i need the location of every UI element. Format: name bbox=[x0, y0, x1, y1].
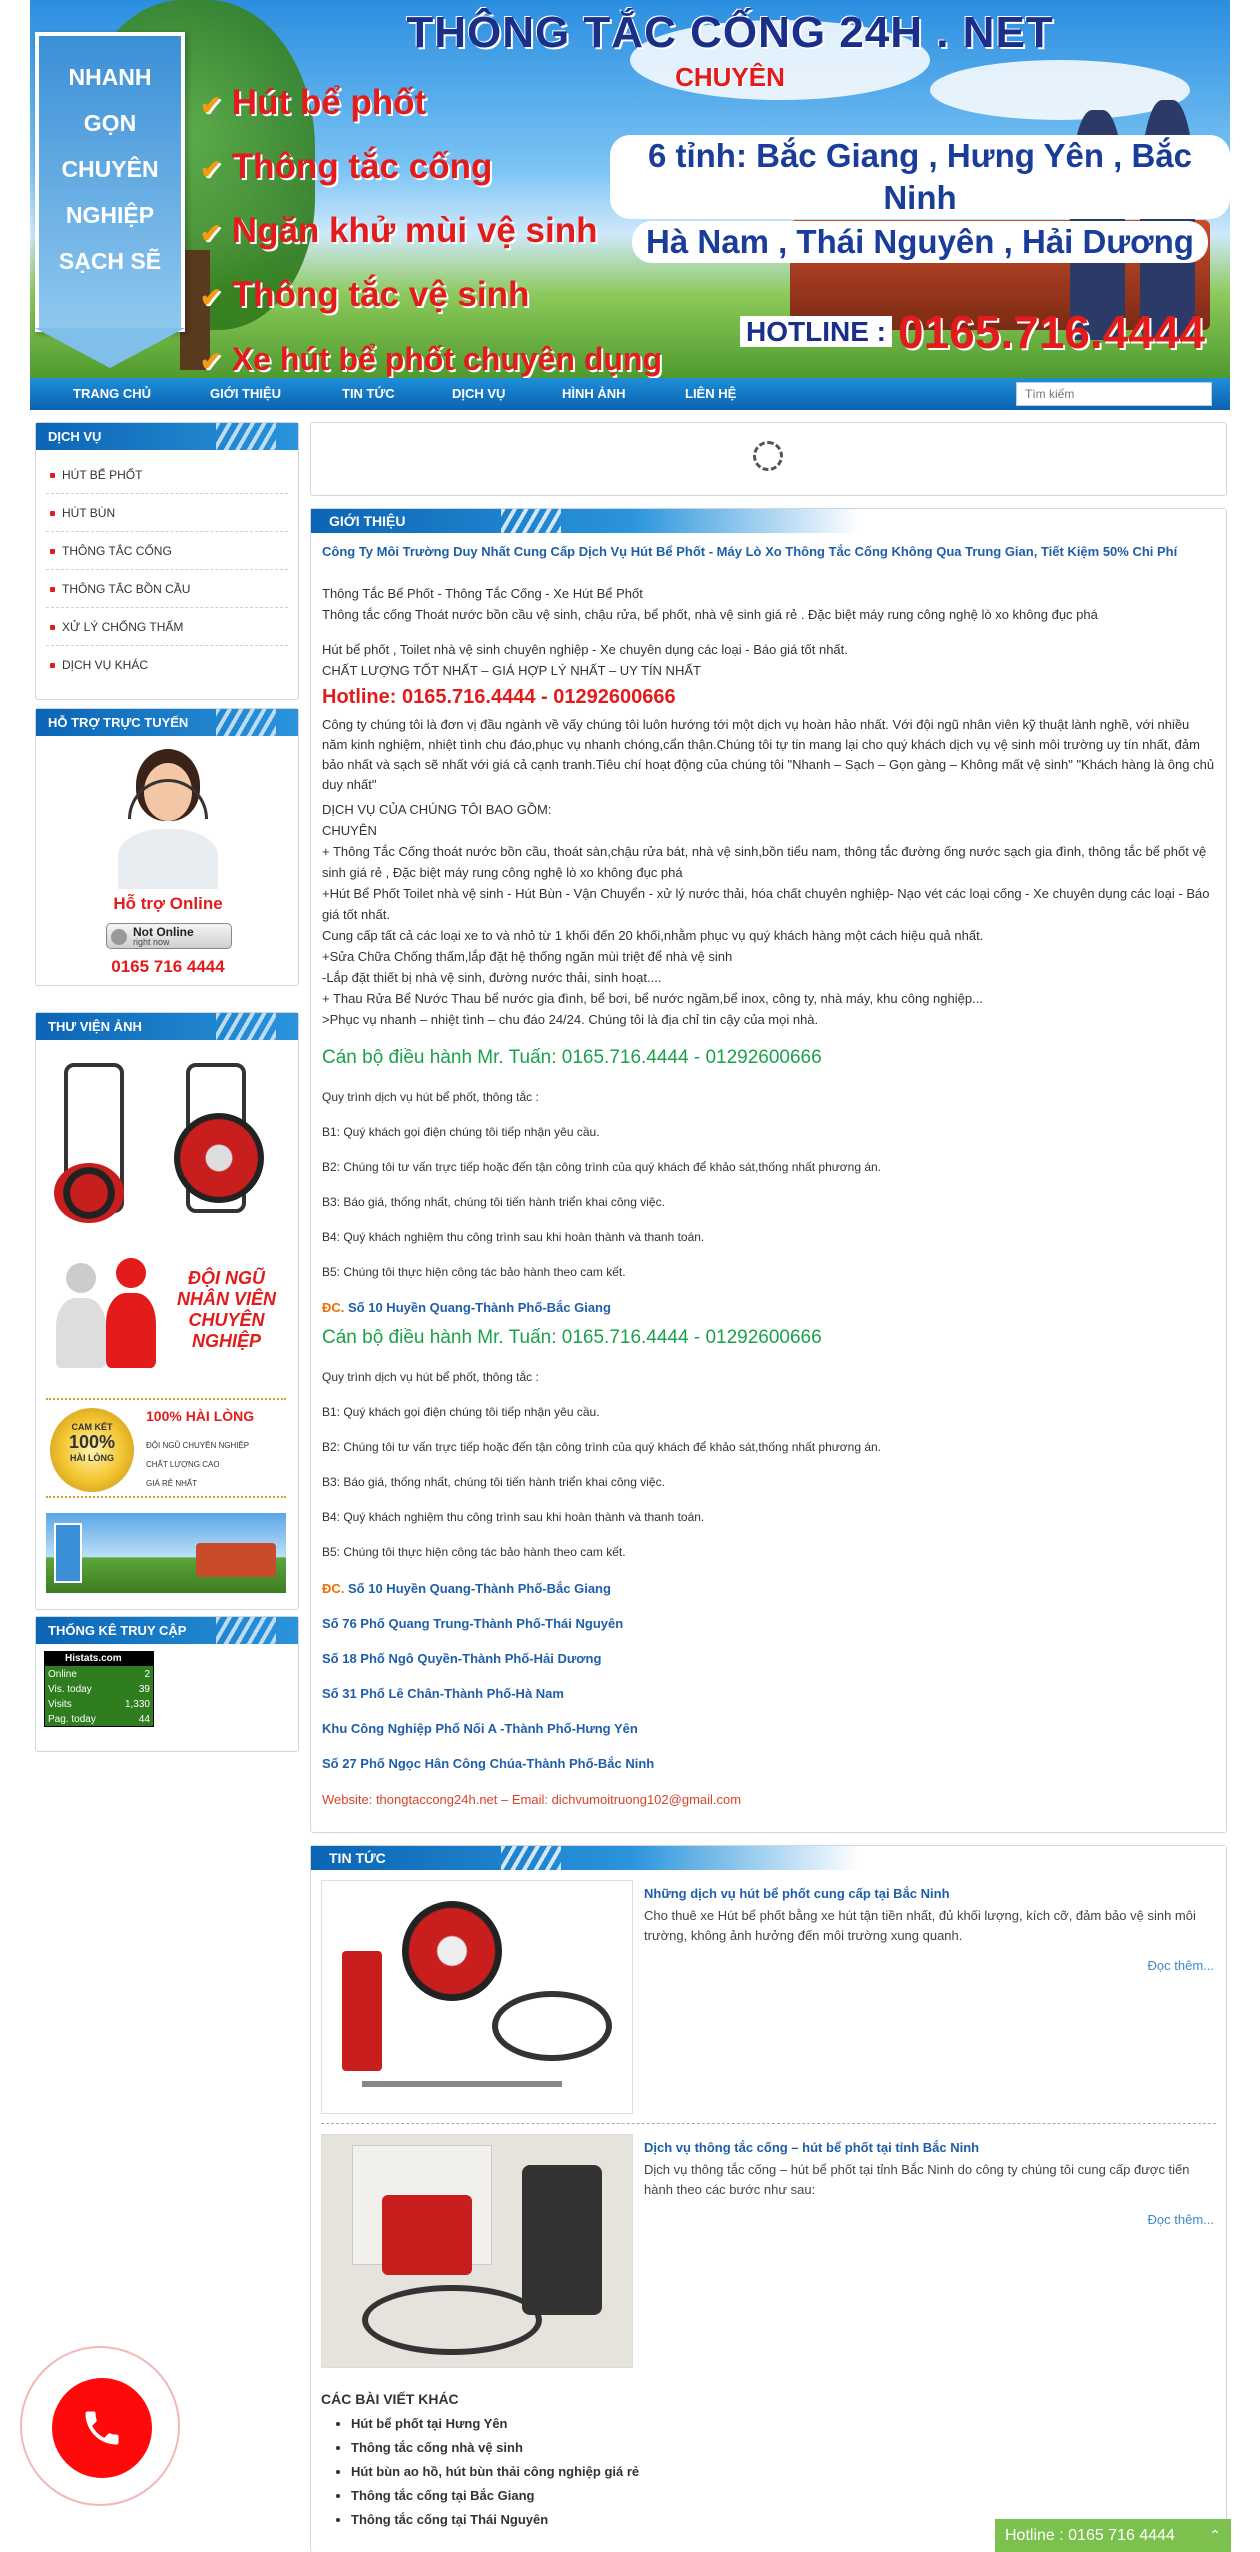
gallery-image-team[interactable]: ĐỘI NGŨ NHÂN VIÊN CHUYÊN NGHIỆP bbox=[46, 1243, 286, 1383]
intro-headline: Công Ty Môi Trường Duy Nhất Cung Cấp Dịch Vụ Hút Bể Phốt - Máy Lò Xo Thông Tắc Cống Không Qua Trung Gian, Tiết Kiệm 50% Chi Phí bbox=[322, 544, 1178, 559]
address-line: Số 27 Phố Ngọc Hân Công Chúa-Thành Phố-Bắc Ninh bbox=[322, 1756, 655, 1771]
nav-item-news[interactable]: TIN TỨC bbox=[342, 386, 395, 401]
check-icon: ✔ bbox=[200, 346, 222, 376]
main-nav bbox=[30, 378, 1230, 410]
banner-title: THÔNG TẮC CỐNG 24H . NET bbox=[406, 8, 1054, 57]
address-line: Số 31 Phố Lê Chân-Thành Phố-Hà Nam bbox=[322, 1686, 564, 1701]
nav-item-about[interactable]: GIỚI THIỆU bbox=[210, 386, 282, 401]
header-banner bbox=[30, 0, 1230, 378]
support-agent-avatar bbox=[118, 749, 218, 889]
status-icon bbox=[111, 929, 127, 945]
gallery-image-trucks[interactable] bbox=[46, 1513, 286, 1593]
other-posts-list bbox=[351, 2412, 639, 2532]
banner-services: ✔ Hút bể phốt ✔ Thông tắc cống ✔ Ngăn khử mùi vệ sinh ✔ Thông tắc vệ sinh ✔ Xe hút bể phốt chuyên dụng bbox=[200, 83, 662, 377]
news-image-1[interactable] bbox=[321, 1880, 633, 2114]
address-line: Khu Công Nghiệp Phố Nối A -Thành Phố-Hưng Yên bbox=[322, 1721, 638, 1736]
gallery-image-machines[interactable] bbox=[46, 1053, 286, 1233]
check-icon: ✔ bbox=[200, 154, 222, 184]
search-input[interactable] bbox=[1016, 382, 1212, 406]
chevron-up-icon: ⌃ bbox=[1209, 2527, 1221, 2543]
news-item-title[interactable]: Dịch vụ thông tắc cống – hút bể phốt tại tỉnh Bắc Ninh bbox=[644, 2140, 980, 2155]
sidebar-item-chong-tham[interactable]: XỬ LÝ CHỐNG THẤM bbox=[46, 608, 288, 646]
online-status-button[interactable]: Not Online right now bbox=[106, 923, 232, 949]
address-line: Số 76 Phố Quang Trung-Thành Phố-Thái Nguyên bbox=[322, 1616, 624, 1631]
nav-item-home[interactable]: TRANG CHỦ bbox=[73, 386, 151, 401]
sidebar-support-title: HỖ TRỢ TRỰC TUYẾN bbox=[36, 709, 298, 736]
sidebar-item-hut-bun[interactable]: HÚT BÙN bbox=[46, 494, 288, 532]
banner-ribbon: NHANH GỌN CHUYÊN NGHIỆP SẠCH SẼ bbox=[35, 32, 185, 332]
other-post-link[interactable]: • Thông tắc cống nhà vệ sinh bbox=[351, 2436, 639, 2460]
address-line: ĐC. Số 10 Huyền Quang-Thành Phố-Bắc Giang bbox=[322, 1300, 611, 1315]
sidebar-stats-title: THỐNG KÊ TRUY CẬP bbox=[36, 1617, 298, 1644]
banner-provinces: 6 tỉnh: Bắc Giang , Hưng Yên , Bắc Ninh Hà Nam , Thái Nguyên , Hải Dương bbox=[610, 135, 1230, 265]
other-post-link[interactable]: • Thông tắc cống tại Thái Nguyên bbox=[351, 2508, 639, 2532]
sidebar-services-title: DỊCH VỤ bbox=[36, 423, 298, 450]
address-line: Số 18 Phố Ngô Quyền-Thành Phố-Hải Dương bbox=[322, 1651, 602, 1666]
banner-hotline: HOTLINE : 0165.716.4444 bbox=[740, 305, 1230, 375]
intro-hotline: Hotline: 0165.716.4444 - 01292600666 bbox=[322, 686, 676, 708]
sidebar-item-thong-tac-cong[interactable]: THÔNG TẮC CỐNG bbox=[46, 532, 288, 570]
nav-item-gallery[interactable]: HÌNH ẢNH bbox=[562, 386, 626, 401]
sidebar-services bbox=[35, 422, 299, 700]
news-item-desc: Cho thuê xe Hút bể phốt bằng xe hút tận tiền nhất, đủ khối lượng, kích cỡ, đảm bảo vệ sinh môi trường, không ảnh hưởng đến môi trường xung quanh. bbox=[644, 1908, 1196, 1943]
hotline-bar[interactable]: Hotline : 0165 716 4444 ⌃ bbox=[995, 2519, 1231, 2552]
guarantee-seal: CAM KẾT 100% HÀI LÒNG bbox=[50, 1408, 134, 1492]
other-post-link[interactable]: • Hút bể phốt tại Hưng Yên bbox=[351, 2412, 639, 2436]
sidebar-gallery bbox=[35, 1012, 299, 1610]
news-item-title[interactable]: Những dịch vụ hút bể phốt cung cấp tại Bắc Ninh bbox=[644, 1886, 950, 1901]
website-email[interactable]: Website: thongtaccong24h.net – Email: dichvumoitruong102@gmail.com bbox=[322, 1792, 742, 1807]
call-button-ring bbox=[20, 2346, 180, 2506]
address-line: ĐC. Số 10 Huyền Quang-Thành Phố-Bắc Giang bbox=[322, 1581, 611, 1596]
loading-spinner-icon bbox=[753, 441, 783, 471]
sidebar-gallery-title: THƯ VIỆN ẢNH bbox=[36, 1013, 298, 1040]
support-online-label: Hỗ trợ Online bbox=[113, 894, 223, 913]
nav-item-contact[interactable]: LIÊN HỆ bbox=[685, 386, 737, 401]
sidebar-stats bbox=[35, 1616, 299, 1752]
news-image-2[interactable] bbox=[321, 2134, 633, 2368]
slider-placeholder bbox=[310, 422, 1227, 496]
other-posts-title: CÁC BÀI VIẾT KHÁC bbox=[321, 2391, 459, 2407]
manager-contact: Cán bộ điều hành Mr. Tuấn: 0165.716.4444 - 01292600666 bbox=[322, 1327, 822, 1348]
sidebar-item-dich-vu-khac[interactable]: DỊCH VỤ KHÁC bbox=[46, 646, 288, 684]
sidebar-item-thong-tac-bon-cau[interactable]: THÔNG TẮC BỒN CẦU bbox=[46, 570, 288, 608]
support-phone: 0165 716 4444 bbox=[111, 957, 225, 976]
call-button[interactable] bbox=[52, 2378, 152, 2478]
services-list: DỊCH VỤ CỦA CHÚNG TÔI BAO GỒM: CHUYÊN + Thông Tắc Cống thoát nước bồn cầu, thoát sàn,chậu rửa bát, nhà vệ sinh,bồn tiểu nam, thông tắc đường ống nước sạch gia đình, thông tắc bể phốt vệ sinh giá rẻ , Đặc biệt máy rung công nghệ lò xo không đục phá +Hút Bể Phốt Toilet nhà vệ sinh - Hút Bùn - Vận Chuyển - xử lý nước thải, hóa chất chuyên nghiệp- Nạo vét các loại cống - Xe chuyên dụng các loại - Báo giá tốt nhất. Cung cấp tất cả các loại xe to và nhỏ từ 1 khối đến 20 khối,nhằm phục vụ quý khách hàng một cách hiệu quả nhất. +Sửa Chữa Chống thấm,lắp đặt hệ thống ngăn mùi triệt để nhà vệ sinh -Lắp đặt thiết bị nhà vệ sinh, đường nước thải, sinh hoạt.... + Thau Rửa Bể Nước Thau bể nước gia đình, bể bơi, bể nước ngầm,bể inox, công ty, nhà máy, khu công nghiệp... >Phục vụ nhanh – nhiệt tình – chu đáo 24/24. Chúng tôi là địa chỉ tin cậy của mọi nhà. bbox=[322, 802, 1210, 1027]
phone-icon bbox=[80, 2406, 124, 2450]
sidebar-item-hut-be-phot[interactable]: HÚT BỂ PHỐT bbox=[46, 456, 288, 494]
news-title: TIN TỨC bbox=[311, 1846, 1226, 1870]
other-post-link[interactable]: • Hút bùn ao hồ, hút bùn thải công nghiệp giá rẻ bbox=[351, 2460, 639, 2484]
read-more-link[interactable]: Đọc thêm... bbox=[1147, 2212, 1214, 2227]
sidebar-support bbox=[35, 708, 299, 986]
other-post-link[interactable]: • Thông tắc cống tại Bắc Giang bbox=[351, 2484, 639, 2508]
histats-widget[interactable]: Histats.com Online 2 Vis. today 39 Visits 1,330 Pag. today 44 bbox=[44, 1651, 154, 1727]
manager-contact: Cán bộ điều hành Mr. Tuấn: 0165.716.4444 - 01292600666 bbox=[322, 1047, 822, 1068]
nav-item-services[interactable]: DỊCH VỤ bbox=[452, 386, 506, 401]
check-icon: ✔ bbox=[200, 218, 222, 248]
news-item-desc: Dịch vụ thông tắc cống – hút bể phốt tại tỉnh Bắc Ninh do công ty chúng tôi cung cấp được tiến hành theo các bước như sau: bbox=[644, 2162, 1190, 2197]
intro-section: GIỚI THIỆU Công Ty Môi Trường Duy Nhất Cung Cấp Dịch Vụ Hút Bể Phốt - Máy Lò Xo Thông Tắc Cống Không Qua Trung Gian, Tiết Kiệm 50% Chi Phí Thông Tắc Bể Phốt - Thông Tắc Cống - Xe Hút Bể Phốt Thông tắc cống Thoát nước bồn cầu vệ sinh, chậu rửa, bể phốt, nhà vệ sinh giá rẻ . Đặc biệt máy rung công nghệ lò xo không đục phá Hút bể phốt , Toilet nhà vệ sinh chuyên nghiệp - Xe chuyên dụng các loại - Báo giá tốt nhất. CHẤT LƯỢNG TỐT NHẤT – GIÁ HỢP LÝ NHẤT – UY TÍN NHẤT Hotline: 0165.716.4444 - 01292600666 Công ty chúng tôi là đơn vị đầu ngành về vấy chúng tôi luôn hướng tới một dịch vụ hoàn hảo nhất. Với đội ngũ nhân viên kỹ thuật lành nghề, với nhiều năm kinh nghiệm, nhiệt tình chu đáo,phục vụ nhanh chóng,cẩn thận.Chúng tôi tự tin mang lại cho quý khách dịch vụ vệ sinh môi trường uy tín nhất, đảm bảo nhất và sạch sẽ nhất với giá cả cạnh tranh.Tiêu chí hoạt động của chúng tôi "Nhanh – Sạch – Gọn gàng – Không mất vệ sinh" "Khách hàng là ông chủ duy nhất" DỊCH VỤ CỦA CHÚNG TÔI BAO GỒM: CHUYÊN + Thông Tắc Cống thoát nước bồn cầu, thoát sàn,chậu rửa bát, nhà vệ sinh,bồn tiểu nam, thông tắc đường ống nước sạch gia đình, thông tắc bể phốt vệ sinh giá rẻ , Đặc biệt máy rung công nghệ lò xo không đục phá +Hút Bể Phốt Toilet nhà vệ sinh - Hút Bùn - Vận Chuyển - xử lý nước thải, hóa chất chuyên nghiệp- Nạo vét các loại cống - Xe chuyên dụng các loại - Báo giá tốt nhất. Cung cấp tất cả các loại xe to và nhỏ từ 1 khối đến 20 khối,nhằm phục vụ quý khách hàng một cách hiệu quả nhất. +Sửa Chữa Chống thấm,lắp đặt hệ thống ngăn mùi triệt để nhà vệ sinh -Lắp đặt thiết bị nhà vệ sinh, đường nước thải, sinh hoạt.... + Thau Rửa Bể Nước Thau bể nước gia đình, bể bơi, bể nước ngầm,bể inox, công ty, nhà máy, khu công nghiệp... >Phục vụ nhanh – nhiệt tình – chu đáo 24/24. Chúng tôi là địa chỉ tin cậy của mọi nhà. Cán bộ điều hành Mr. Tuấn: 0165.716.4444 - 01292600666 Quy trình dịch vụ hút bể phốt, thông tắc : B1: Quý khách gọi điện chúng tôi tiếp nhận yêu cầu. B2: Chúng tôi tư vấn trực tiếp hoặc đến tận công trình của quý khách để khảo sát,thống nhất phương án. B3: Báo giá, thống nhất, chúng tôi tiến hành triển khai công việc. B4: Quý khách nghiệm thu công trình sau khi hoàn thành và thanh toán. B5: Chúng tôi thực hiện công tác bảo hành theo cam kết. ĐC. Số 10 Huyền Quang-Thành Phố-Bắc Giang Cán bộ điều hành Mr. Tuấn: 0165.716.4444 - 01292600666 Quy trình dịch vụ hút bể phốt, thông tắc : B1: Quý khách gọi điện chúng tôi tiếp nhận yêu cầu. B2: Chúng tôi tư vấn trực tiếp hoặc đến tận công trình của quý khách để khảo sát,thống nhất phương án. B3: Báo giá, thống nhất, chúng tôi tiến hành triển khai công việc. B4: Quý khách nghiệm thu công trình sau khi hoàn thành và thanh toán. B5: Chúng tôi thực hiện công tác bảo hành theo cam kết. ĐC. Số 10 Huyền Quang-Thành Phố-Bắc Giang Số 76 Phố Quang Trung-Thành Phố-Thái Nguyên Số 18 Phố Ngô Quyền-Thành Phố-Hải Dương Số 31 Phố Lê Chân-Thành Phố-Hà Nam Khu Công Nghiệp Phố Nối A -Thành Phố-Hưng Yên Số 27 Phố Ngọc Hân Công Chúa-Thành Phố-Bắc Ninh Website: thongtaccong24h.net – Email: dichvumoitruong102@gmail.com bbox=[310, 508, 1227, 1833]
intro-title: GIỚI THIỆU bbox=[311, 509, 1226, 533]
check-icon: ✔ bbox=[200, 282, 222, 312]
gallery-image-satisfaction[interactable]: CAM KẾT 100% HÀI LÒNG 100% HÀI LÒNG ĐỘI NGŨ CHUYÊN NGHIỆP CHẤT LƯỢNG CAO GIÁ RẺ NHẤT bbox=[46, 1398, 286, 1498]
banner-subtitle: CHUYÊN bbox=[675, 62, 785, 92]
read-more-link[interactable]: Đọc thêm... bbox=[1147, 1958, 1214, 1973]
news-section bbox=[310, 1845, 1227, 2552]
check-icon: ✔ bbox=[200, 90, 222, 120]
